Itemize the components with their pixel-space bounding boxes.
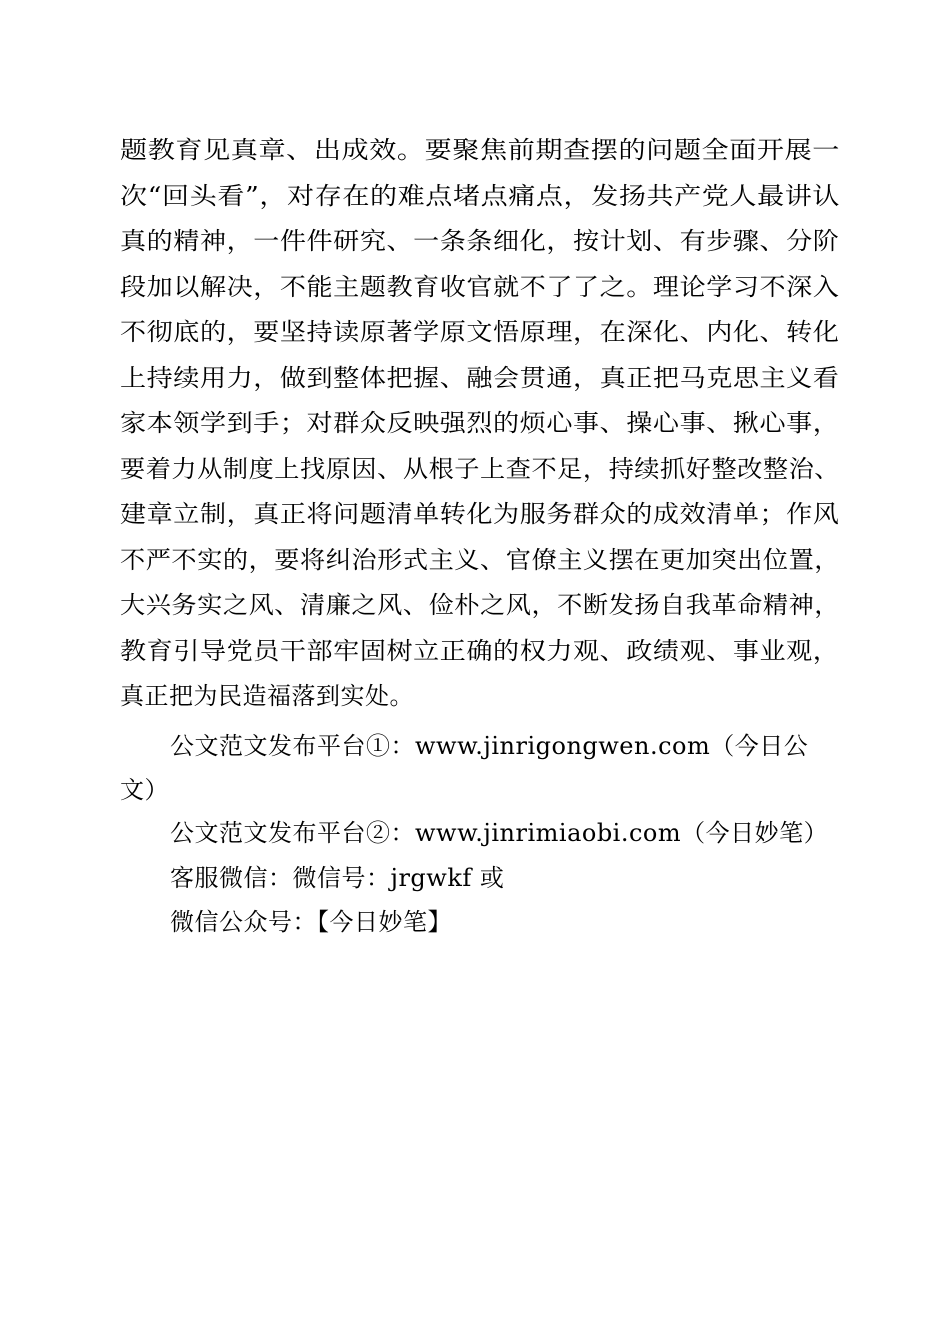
body-line-13: 真正把为民造福落到实处。 (120, 682, 414, 710)
body-line-1: 题教育见真章、出成效。要聚焦前期查摆的问题全面开展一 (120, 136, 841, 164)
body-line-3: 真的精神，一件件研究、一条条细化，按计划、有步骤、分阶 (120, 227, 840, 255)
footer-platform2: 公文范文发布平台②：www.jinrimiaobi.com（今日妙笔） (170, 819, 829, 847)
body-line-10: 不严不实的，要将纠治形式主义、官僚主义摆在更加突出位置， (120, 546, 841, 574)
footer-official-account: 微信公众号：【今日妙笔】 (170, 908, 452, 936)
body-line-6: 上持续用力，做到整体把握、融会贯通，真正把马克思主义看 (120, 364, 840, 392)
footer-platform1-line2: 文） (120, 776, 169, 804)
body-line-8: 要着力从制度上找原因、从根子上查不足，持续抓好整改整治、 (120, 455, 841, 483)
body-line-5: 不彻底的，要坚持读原著学原文悟原理，在深化、内化、转化 (120, 318, 840, 346)
footer-platform1-line1: 公文范文发布平台①：www.jinrigongwen.com（今日公 (170, 732, 809, 760)
body-line-7: 家本领学到手；对群众反映强烈的烦心事、操心事、揪心事， (120, 409, 840, 437)
footer-wechat: 客服微信：微信号：jrgwkf 或 (170, 864, 505, 892)
body-line-11: 大兴务实之风、清廉之风、俭朴之风，不断发扬自我革命精神， (120, 591, 841, 619)
body-line-9: 建章立制，真正将问题清单转化为服务群众的成效清单；作风 (120, 500, 840, 528)
body-line-4: 段加以解决，不能主题教育收官就不了了之。理论学习不深入 (120, 273, 840, 301)
body-line-12: 教育引导党员干部牢固树立正确的权力观、政绩观、事业观， (120, 637, 840, 665)
body-line-2: 次“回头看”，对存在的难点堵点痛点，发扬共产党人最讲认 (120, 182, 841, 210)
